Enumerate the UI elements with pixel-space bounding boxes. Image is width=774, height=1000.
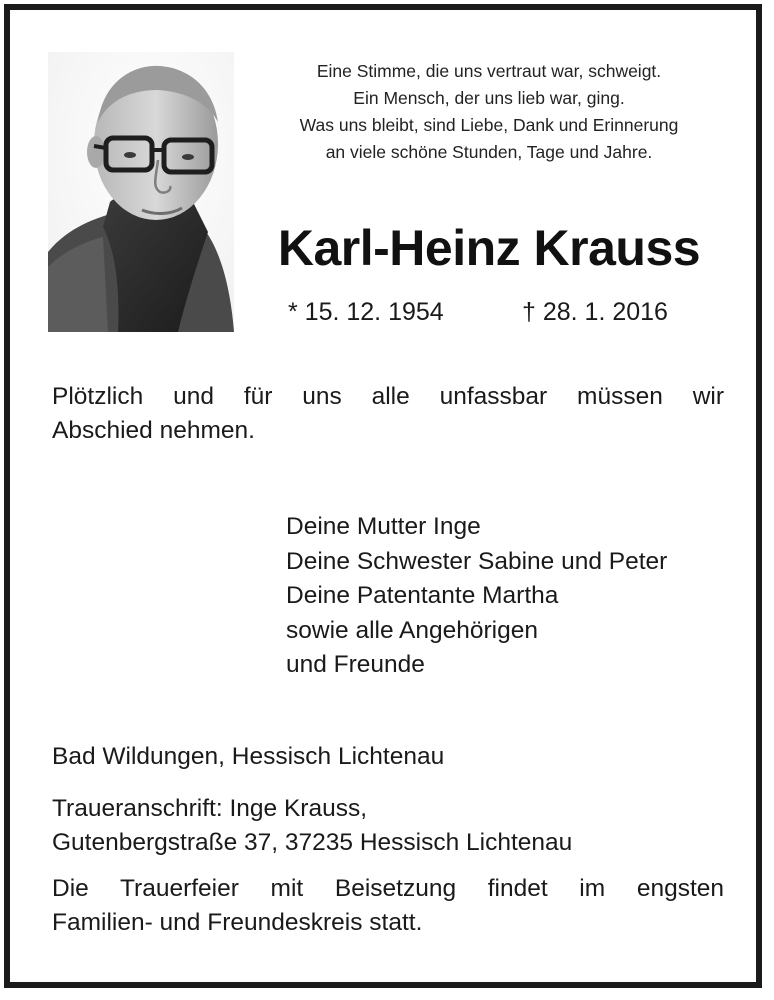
announcement-line: Plötzlich und für uns alle unfassbar müssen wir [52, 383, 724, 410]
deceased-name: Karl-Heinz Krauss [277, 220, 701, 276]
survivor-entry: und Freunde [286, 651, 425, 678]
ceremony-text [52, 872, 724, 940]
poem-line: Was uns bleibt, sind Liebe, Dank und Erinnerung [299, 115, 679, 135]
survivor-entry: sowie alle Angehörigen [286, 616, 538, 644]
announcement-line: Abschied nehmen. [52, 417, 255, 444]
address-line: Traueranschrift: Inge Krauss, [52, 795, 368, 822]
portrait-photo [48, 52, 234, 332]
announcement-text [52, 380, 724, 448]
poem-line: Ein Mensch, der uns lieb war, ging. [353, 88, 625, 108]
location-line: Bad Wildungen, Hessisch Lichtenau [52, 743, 445, 770]
ceremony-line: Familien- und Freundeskreis statt. [52, 909, 423, 936]
ceremony-line: Die Trauerfeier mit Beisetzung findet im engsten [52, 875, 724, 902]
poem-line: an viele schöne Stunden, Tage und Jahre. [325, 142, 653, 162]
death-date: † 28. 1. 2016 [522, 298, 668, 326]
survivor-entry: Deine Mutter Inge [286, 513, 481, 540]
mourning-address [52, 792, 724, 860]
birth-date: * 15. 12. 1954 [288, 298, 444, 326]
survivors-list [286, 510, 667, 683]
address-line: Gutenbergstraße 37, 37235 Hessisch Lichtenau [52, 829, 573, 856]
memorial-poem [246, 58, 732, 166]
survivor-entry: Deine Patentante Martha [286, 582, 559, 609]
poem-line: Eine Stimme, die uns vertraut war, schweigt. [316, 61, 662, 81]
survivor-entry: Deine Schwester Sabine und Peter [286, 547, 668, 575]
location-text [52, 740, 724, 774]
